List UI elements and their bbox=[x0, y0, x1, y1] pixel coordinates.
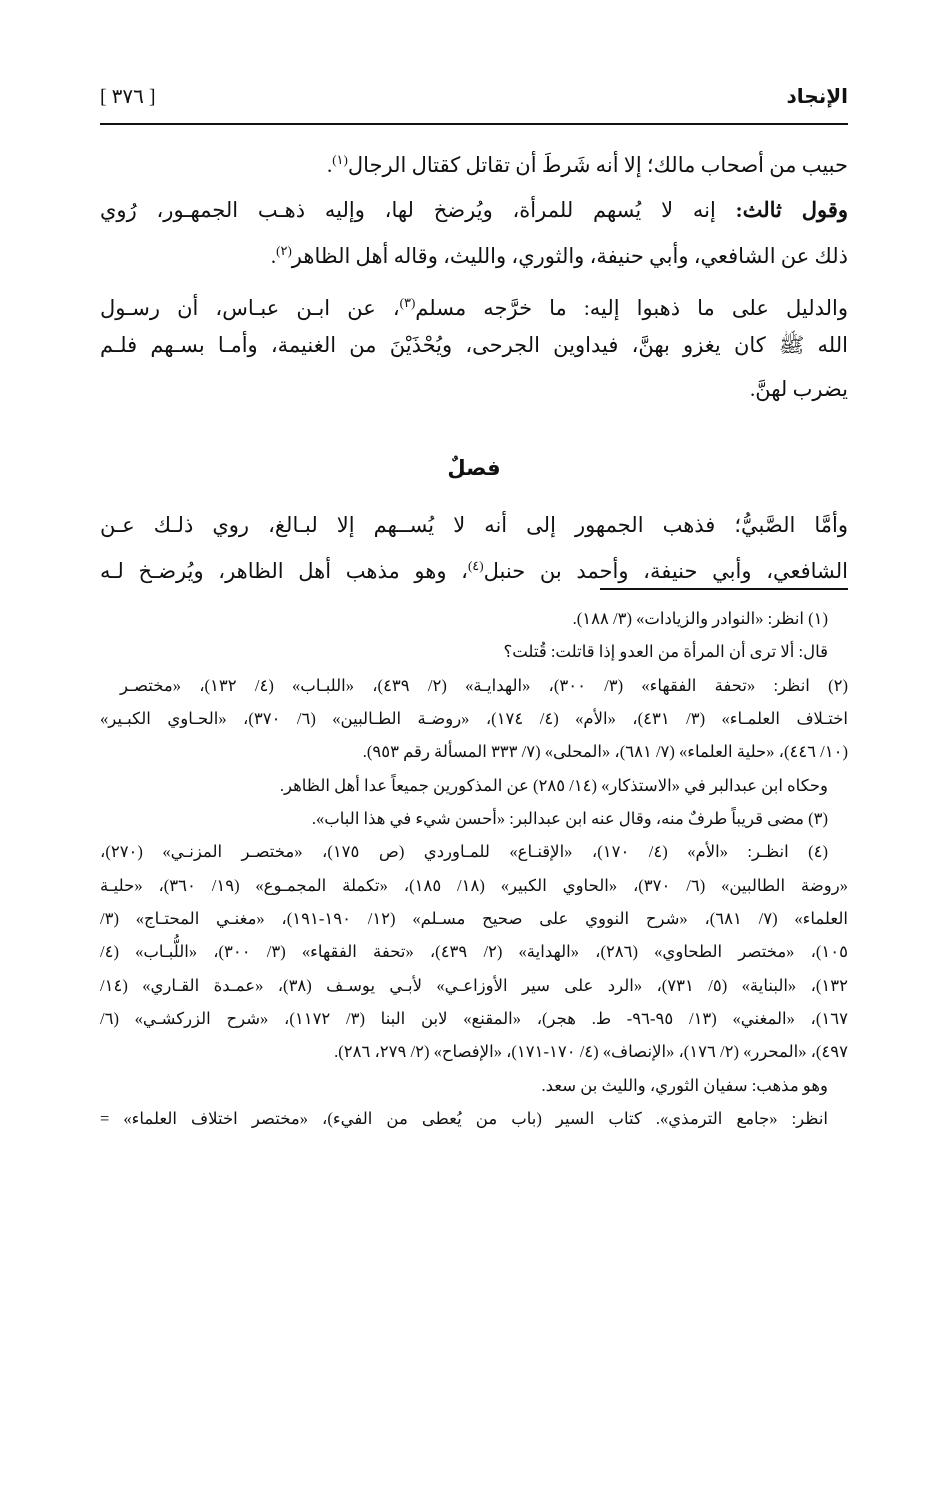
footnote-line: ١٣٢)، «البناية» (٥/ ٧٣١)، «الرد على سير الأوزاعـي» لأبـي يوسـف (٣٨)، «عمـدة القـاري» (١٤/ bbox=[100, 976, 848, 995]
body-line: وأمَّا الصَّبيُّ؛ فذهب الجمهور إلى أنه لا يُســهم إلا لبـالغ، روي ذلـك عـن bbox=[100, 513, 848, 537]
body-line bbox=[100, 551, 848, 586]
footnote-line: «روضة الطالبين» (٦/ ٣٧٠)، «الحاوي الكبير» (١٨/ ١٨٥)، «تكملة المجمـوع» (١٩/ ٣٦٠)، «حليـة bbox=[100, 876, 848, 895]
section-heading: فصلٌ bbox=[447, 456, 501, 480]
header-rule bbox=[100, 123, 848, 125]
text: حبيب من أصحاب مالك؛ إلا أنه شَرطَ أن تقاتل كقتال الرجال bbox=[347, 153, 848, 177]
text: . bbox=[326, 153, 333, 177]
body-line bbox=[100, 288, 848, 323]
footnote-line: وحكاه ابن عبدالبر في «الاستذكار» (١٤/ ٢٨٥) عن المذكورين جميعاً عدا أهل الظاهر. bbox=[279, 776, 828, 795]
footnote-line: قال: ألا ترى أن المرأة من العدو إذا قاتلت: قُتلت؟ bbox=[503, 642, 828, 661]
text: إنه لا يُسهم للمرأة، ويُرضخ لها، وإليه ذهـب الجمهـور، رُوي bbox=[100, 198, 736, 222]
footnote-line: (١) انظر: «النوادر والزيادات» (٣/ ١٨٨). bbox=[572, 609, 828, 628]
body-line: يضرب لهنَّ. bbox=[750, 377, 848, 401]
body-line: الله ﷺ كان يغزو بهنَّ، فيداوين الجرحى، ويُحْذَيْنَ من الغنيمة، وأمـا بسـهم فلـم bbox=[100, 333, 848, 357]
text: ذلك عن الشافعي، وأبي حنيفة، والثوري، والليث، وقاله أهل الظاهر bbox=[291, 244, 848, 268]
footnote-ref[interactable]: (٢) bbox=[276, 243, 292, 258]
body-line bbox=[100, 145, 848, 180]
footnote-line: (٤) انظـر: «الأم» (٤/ ١٧٠)، «الإقنـاع» للمـاوردي (ص ١٧٥)، «مختصـر المزنـي» (٢٧٠)، bbox=[100, 842, 828, 861]
footnote-line: (٣) مضى قريباً طرفٌ منه، وقال عنه ابن عبدالبر: «أحسن شيء في هذا الباب». bbox=[311, 809, 828, 828]
text: ، وهو مذهب أهل الظاهر، ويُرضـخ لـه bbox=[100, 559, 468, 583]
footnote-line: ١٦٧)، «المغني» (١٣/ ٩٥-٩٦- ط. هجر)، «المقنع» لابن البنا (٣/ ١١٧٢)، «شرح الزركشـي» (٦/ bbox=[100, 1009, 848, 1028]
footnote-line: ١٠٥)، «مختصر الطحاوي» (٢٨٦)، «الهداية» (٢/ ٤٣٩)، «تحفة الفقهاء» (٣/ ٣٠٠)، «اللُّبـاب» (٤/ bbox=[100, 942, 848, 961]
footnote-rule bbox=[600, 588, 848, 590]
bold-lead: وقول ثالث: bbox=[735, 198, 848, 222]
footnote-line: ٤٩٧)، «المحرر» (٢/ ١٧٦)، «الإنصاف» (٤/ ١٧٠-١٧١)، «الإفصاح» (٢/ ٢٧٩، ٢٨٦). bbox=[334, 1042, 848, 1061]
running-title: الإنجاد bbox=[786, 84, 848, 108]
footnote-line: انظر: «جامع الترمذي». كتاب السير (باب من يُعطى من الفيء)، «مختصر اختلاف العلماء» = bbox=[100, 1109, 828, 1128]
footnote-ref[interactable]: (٣) bbox=[399, 295, 416, 310]
body-line: ذلك عن الشافعي، وأبي حنيفة، والثوري، والليث، وقاله أهل الظاهر$^{(٢)}$. bbox=[270, 243, 848, 268]
body-line bbox=[100, 195, 848, 225]
page-number: [ ٣٧٦ ] bbox=[100, 86, 156, 108]
text: ، عن ابـن عبـاس، أن رسـول bbox=[100, 296, 400, 320]
footnote-ref[interactable]: (١) bbox=[332, 152, 348, 167]
footnote-line: العلماء» (٧/ ٦٨١)، «شرح النووي على صحيح مسـلم» (١٢/ ١٩٠-١٩١)، «مغنـي المحتـاج» (٣/ bbox=[100, 909, 848, 928]
footnote-line: اختـلاف العلمـاء» (٣/ ٤٣١)، «الأم» (٤/ ١٧٤)، «روضـة الطـالبين» (٦/ ٣٧٠)، «الحـاوي الكبـير» bbox=[100, 709, 848, 728]
text: الشافعي، وأبي حنيفة، وأحمد بن حنبل bbox=[483, 559, 849, 583]
running-header bbox=[100, 84, 848, 114]
footnote-ref[interactable]: (٤) bbox=[467, 558, 484, 573]
text: والدليل على ما ذهبوا إليه: ما خرَّجه مسلم bbox=[415, 296, 848, 320]
footnote-line: وهو مذهب: سفيان الثوري، والليث بن سعد. bbox=[541, 1076, 828, 1095]
footnote-line: (١٠/ ٤٤٦)، «حلية العلماء» (٧/ ٦٨١)، «المحلى» (٧/ ٣٣٣ المسألة رقم ٩٥٣). bbox=[362, 742, 848, 761]
footnote-line: (٢) انظر: «تحفة الفقهاء» (٣/ ٣٠٠)، «الهدايـة» (٢/ ٤٣٩)، «اللبـاب» (٤/ ١٣٢)، «مختصـر bbox=[120, 676, 848, 695]
